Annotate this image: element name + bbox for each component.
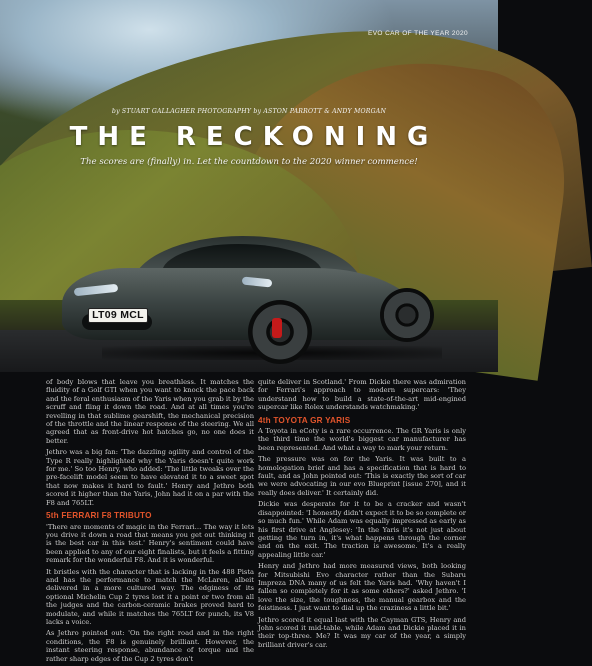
byline — [0, 108, 498, 115]
paragraph: Jethro scored it equal last with the Cayman GTS, Henry and John scored it mid-table, while Adam and Dickie placed it in their top-three. Me? It was my car of the year, a simply brilliant driver's car. — [258, 615, 466, 649]
paragraph: As Jethro pointed out: 'On the right road and in the right conditions, the F8 is genuinely brilliant. However, the instant steering response, abundance of torque and the rather sharp edges of the Cup 2 tyres don't — [46, 629, 254, 663]
rear-wheel — [380, 288, 434, 342]
brake-caliper — [272, 318, 282, 338]
standfirst: The scores are (finally) in. Let the countdown to the 2020 winner commence! — [80, 157, 418, 167]
section-heading: 4th TOYOTA GR YARIS — [258, 415, 351, 425]
hero-photo — [0, 0, 498, 372]
section-tag: EVO CAR OF THE YEAR 2020 — [367, 30, 468, 37]
paragraph: 'There are moments of magic in the Ferrari… The way it lets you drive it down a road that means you get out thinking it is the best car in this test.' Henry's sentiment could have been applied to any of our eight finalists, but it feels a fitting remark for the wonderful F8. And it is wonderful. — [46, 522, 254, 565]
paragraph: Dickie was desperate for it to be a cracker and wasn't disappointed: 'I honestly didn't expect it to be so complete or so much fun.' While Adam was equally impressed as early as his first drive at Anglesey: 'In the Yaris it's not just about getting the turn in, it's what happens through the corner and on the exit. The traction is awesome. It's a really appealing little car.' — [258, 500, 466, 559]
byline-text: by STUART GALLAGHER PHOTOGRAPHY by ASTON PARROTT & ANDY MORGAN — [111, 108, 387, 115]
paragraph: Jethro was a big fan: 'The dazzling agility and control of the Type R really highlighted why the Yaris doesn't quite work for me.' So too Henry, who added: 'The little tweaks over the pre-facelift model seem to have elevated it to a sweet spot that now makes it hard to fault.' Henry and Jethro both scored it higher than the Yaris, John had it on a par with the F8 and 765LT. — [46, 448, 254, 507]
article-column-right — [258, 378, 466, 652]
paragraph: of body blows that leave you breathless. It matches the fluidity of a Golf GTI when you want to knock the pace back and the feral enthusiasm of the Yaris when you grab it by the scruff and fling it down the road. And at all times you're revelling in that sublime gearshift, the mechanical precision of the throttle and the linear response of the steering. We all agreed that as front-drive hot hatches go, no one does it better. — [46, 378, 254, 445]
paragraph: quite deliver in Scotland.' From Dickie there was admiration for Ferrari's approach to modern supercars: 'They understand how to build a state-of-the-art mid-engined supercar like Rolex understands watchmaking.' — [258, 378, 466, 412]
paragraph: Henry and Jethro had more measured views, both looking for Mitsubishi Evo character rather than the Subaru Impreza DNA many of us felt the Yaris had. 'Why haven't I fallen so completely for it as some others?' asked Jethro. 'I love the size, the toughness, the manual gearbox and the feistiness. I just want to dial up the craziness a little bit.' — [258, 562, 466, 613]
page-title: THE RECKONING — [69, 122, 439, 152]
number-plate: LT09 MCL — [88, 308, 148, 323]
paragraph: A Toyota in eCoty is a rare occurrence. The GR Yaris is only the third time the world's biggest car manufacturer has been represented. And what a way to mark your return. — [258, 427, 466, 452]
section-heading: 5th FERRARI F8 TRIBUTO — [46, 511, 152, 521]
paragraph: The pressure was on for the Yaris. It was built to a homologation brief and has a specification that is hard to fault, and as John pointed out: 'This is exactly the sort of car we were advocating in our evo Blueprint [issue 270], and it really does deliver.' It certainly did. — [258, 455, 466, 497]
supercar-illustration — [62, 228, 422, 356]
article-column-left — [46, 378, 254, 666]
paragraph: It bristles with the character that is lacking in the 488 Pista and has the performance to match the McLaren, albeit delivered in a more cultured way. The edginess of its optional Michelin Cup 2 tyres lost it a point or two from all the judges and the carbon-ceramic brakes proved hard to modulate, and while it matches the 765LT for punch, its V8 lacks a voice. — [46, 567, 254, 626]
